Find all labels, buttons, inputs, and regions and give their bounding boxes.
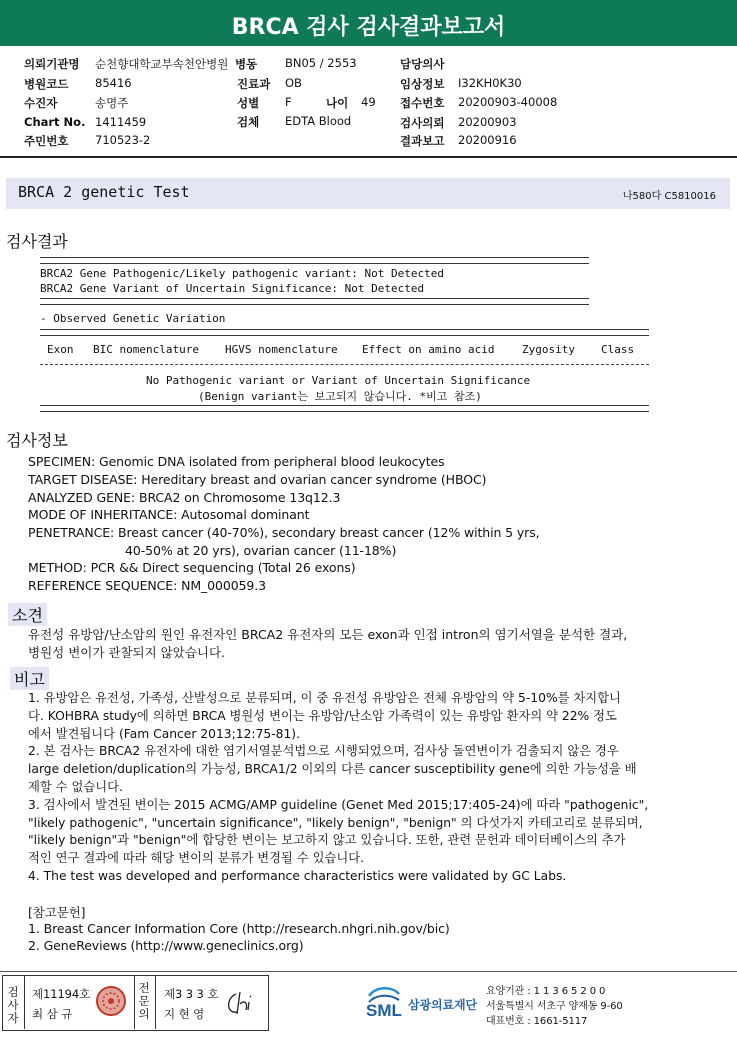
col-effect: Effect on amino acid <box>362 343 495 356</box>
footer-divider <box>0 971 737 972</box>
ward-value: BN05 / 2553 <box>285 56 357 70</box>
ward-label: 병동 <box>235 57 258 71</box>
col-zygosity: Zygosity <box>522 343 575 356</box>
info-section-title: 검사정보 <box>6 431 68 450</box>
info-reference-sequence: REFERENCE SEQUENCE: NM_000059.3 <box>28 578 267 593</box>
remarks-line: 다. KOHBRA study에 의하면 BRCA 병원성 변이는 유방암/난소암 가족력이 있는 유방암 환자의 약 22% 정도 <box>28 708 617 723</box>
table-header-rule <box>40 364 649 365</box>
institution-value: 순천향대학교부속천안병원 <box>95 57 229 71</box>
finding-section-title: 소견 <box>8 603 47 626</box>
id-value: 710523-2 <box>95 133 151 147</box>
signature-divider <box>24 976 25 1029</box>
dept-label: 진료과 <box>237 77 271 91</box>
reference-item: 1. Breast Cancer Information Core (http://research.nhgri.nih.gov/bic) <box>28 921 450 936</box>
hospital-code-label: 병원코드 <box>24 77 69 91</box>
test-code: 나580다 C5810016 <box>622 191 716 202</box>
remarks-line: 3. 검사에서 발견된 변이는 2015 ACMG/AMP guideline (Genet Med 2015;17:405-24)에 따라 "pathogenic", <box>28 797 649 812</box>
patient-info <box>0 56 737 156</box>
table-double-rule <box>40 329 649 336</box>
no-variant-line: No Pathogenic variant or Variant of Uncertain Significance <box>146 374 531 387</box>
sex-label: 성별 <box>237 96 260 110</box>
remarks-line: 제할 수 없습니다. <box>28 779 123 794</box>
clinical-label: 임상정보 <box>400 77 445 91</box>
chart-label: Chart No. <box>24 115 86 129</box>
col-exon: Exon <box>47 343 74 356</box>
examinee-value: 송명주 <box>95 96 129 110</box>
report-header <box>0 0 737 46</box>
report-title: BRCA 검사 검사결과보고서 <box>231 15 506 40</box>
examiner-label: 검사자 <box>7 985 19 1025</box>
finding-text <box>28 626 627 662</box>
col-bic: BIC nomenclature <box>93 343 199 356</box>
examiner-name: 최 삼 규 <box>32 1007 73 1021</box>
remarks-line: 에서 발견됩니다 (Fam Cancer 2013;12:75-81). <box>28 726 301 741</box>
institution-label: 의뢰기관명 <box>24 57 80 71</box>
logo-text: SML <box>366 1001 402 1020</box>
receipt-value: 20200903-40008 <box>458 95 558 109</box>
remarks-text <box>28 690 648 886</box>
specimen-value: EDTA Blood <box>285 114 352 128</box>
references-title: [참고문헌] <box>28 905 86 920</box>
info-analyzed-gene: ANALYZED GENE: BRCA2 on Chromosome 13q12.3 <box>28 490 341 505</box>
reference-item: 2. GeneReviews (http://www.geneclinics.org) <box>28 938 304 953</box>
clinical-value: I32KH0K30 <box>458 76 522 90</box>
doctor-label: 담당의사 <box>400 57 445 71</box>
remarks-line: 4. The test was developed and performance characteristics were validated by GC Labs. <box>28 868 567 883</box>
finding-line: 병원성 변이가 관찰되지 않았습니다. <box>28 644 226 660</box>
specialist-signature <box>222 988 262 1020</box>
observed-variation-label: - Observed Genetic Variation <box>40 312 226 325</box>
remarks-line: 1. 유방암은 유전성, 가족성, 산발성으로 분류되며, 이 중 유전성 유방암은 전체 유방암의 약 5-10%를 차지합니 <box>28 691 621 705</box>
col-hgvs: HGVS nomenclature <box>225 343 338 356</box>
examiner-seal <box>94 984 128 1018</box>
specialist-name: 지 현 영 <box>164 1007 205 1021</box>
age-value: 49 <box>361 95 376 109</box>
specialist-label: 전문의 <box>138 981 150 1021</box>
sml-logo-icon <box>364 982 404 1022</box>
benign-note-line: (Benign variant는 보고되지 않습니다. *비고 참조) <box>198 390 482 403</box>
report-date-value: 20200916 <box>458 133 517 147</box>
result-section-title: 검사결과 <box>6 232 68 251</box>
request-value: 20200903 <box>458 115 517 129</box>
remarks-line: "likely pathogenic", "uncertain significance", "likely benign", "benign" 의 다섯가지 카테고리로 분류되며, <box>28 815 643 830</box>
result-double-rule <box>40 257 589 264</box>
remarks-line: 2. 본 검사는 BRCA2 유전자에 대한 염기서열분석법으로 시행되었으며, 검사상 돌연변이가 검출되지 않은 경우 <box>28 744 619 759</box>
info-specimen: SPECIMEN: Genomic DNA isolated from peripheral blood leukocytes <box>28 454 445 469</box>
remarks-section-title: 비고 <box>10 667 49 690</box>
specialist-license: 제3 3 3 호 <box>164 987 219 1001</box>
info-target-disease: TARGET DISEASE: Hereditary breast and ovarian cancer syndrome (HBOC) <box>28 472 487 487</box>
remarks-line: "likely benign"과 "benign"에 합당한 변이는 보고하지 않고 있습니다. 또한, 관련 문헌과 데이터베이스의 추가 <box>28 833 626 848</box>
chart-value: 1411459 <box>95 115 147 129</box>
id-label: 주민번호 <box>24 134 69 148</box>
info-method: METHOD: PCR && Direct sequencing (Total 26 exons) <box>28 560 356 575</box>
test-bar <box>6 178 730 209</box>
info-divider <box>0 156 737 158</box>
examinee-label: 수진자 <box>24 96 58 110</box>
request-label: 검사의뢰 <box>400 116 445 130</box>
col-class: Class <box>601 343 635 356</box>
care-institution-code: 요양기관 : 1 1 3 6 5 2 0 0 <box>486 986 606 997</box>
info-inheritance: MODE OF INHERITANCE: Autosomal dominant <box>28 507 310 522</box>
finding-line: 유전성 유방암/난소암의 원인 유전자인 BRCA2 유전자의 모든 exon과 인접 intron의 염기서열을 분석한 결과, <box>28 627 628 642</box>
test-name: BRCA 2 genetic Test <box>18 183 190 201</box>
specimen-label: 검체 <box>237 115 260 129</box>
receipt-label: 접수번호 <box>400 96 445 110</box>
org-address: 서울특별시 서초구 양재동 9-60 <box>486 1001 623 1012</box>
result-line-pathogenic: BRCA2 Gene Pathogenic/Likely pathogenic variant: Not Detected <box>40 267 444 280</box>
info-penetrance: PENETRANCE: Breast cancer (40-70%), secondary breast cancer (12% within 5 yrs, <box>28 525 540 540</box>
result-double-rule <box>40 298 589 305</box>
sex-value: F <box>285 95 292 109</box>
result-line-vus: BRCA2 Gene Variant of Uncertain Significance: Not Detected <box>40 282 425 295</box>
examiner-license: 제11194호 <box>32 987 91 1001</box>
org-name: 삼광의료재단 <box>408 998 477 1012</box>
info-penetrance-cont: 40-50% at 20 yrs), ovarian cancer (11-18%) <box>125 543 397 558</box>
dept-value: OB <box>285 76 302 90</box>
remarks-line: 적인 연구 결과에 따라 해당 변이의 분류가 변경될 수 있습니다. <box>28 851 365 866</box>
hospital-code-value: 85416 <box>95 76 132 90</box>
signature-divider <box>134 976 135 1029</box>
report-date-label: 결과보고 <box>400 134 445 148</box>
remarks-line: large deletion/duplication의 가능성, BRCA1/2 이외의 다른 cancer susceptibility gene에 의한 가능성을 배 <box>28 762 637 777</box>
signature-divider <box>155 976 156 1029</box>
age-label: 나이 <box>326 96 349 110</box>
org-phone: 대표번호 : 1661-5117 <box>486 1016 588 1027</box>
table-bottom-rule <box>40 405 649 412</box>
